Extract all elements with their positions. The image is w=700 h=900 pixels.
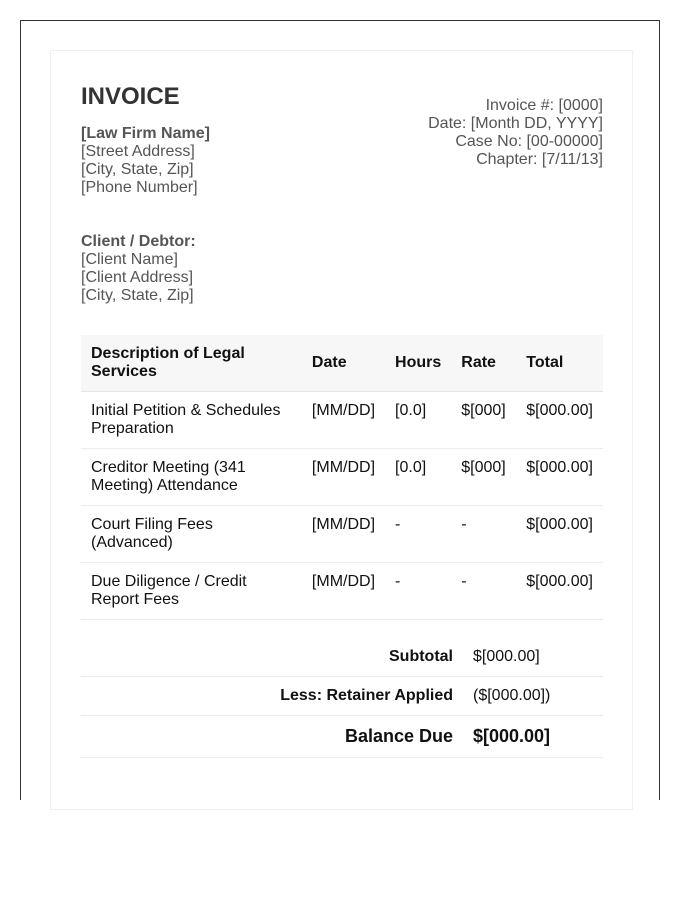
client-label: Client / Debtor: [81,233,196,250]
client-name: [Client Name] [81,251,178,268]
retainer-row [81,677,603,716]
table-row [81,506,603,563]
table-row [81,449,603,506]
cell-description: Court Filing Fees (Advanced) [81,506,302,563]
cell-date: [MM/DD] [302,506,385,563]
firm-street: [Street Address] [81,143,195,160]
cell-total: $[000.00] [516,506,603,563]
header-date: Date [302,335,385,392]
document-frame [20,20,660,800]
firm-info [81,125,210,197]
firm-name: [Law Firm Name] [81,125,210,142]
invoice-page [50,50,633,810]
table-row [81,563,603,620]
client-city: [City, State, Zip] [81,287,194,304]
cell-rate: $[000] [451,392,516,449]
invoice-date: Date: [Month DD, YYYY] [428,115,603,132]
cell-description: Initial Petition & Schedules Preparation [81,392,302,449]
chapter: Chapter: [7/11/13] [476,151,603,168]
cell-date: [MM/DD] [302,392,385,449]
cell-rate: $[000] [451,449,516,506]
invoice-title: INVOICE [81,83,180,110]
header-total: Total [516,335,603,392]
cell-total: $[000.00] [516,563,603,620]
table-row [81,392,603,449]
subtotal-row [81,638,603,677]
balance-value: $[000.00] [473,726,551,746]
invoice-meta [428,97,603,169]
client-info [81,233,196,305]
subtotal-label: Subtotal [389,648,453,665]
firm-phone: [Phone Number] [81,179,198,196]
cell-hours: [0.0] [385,449,451,506]
firm-city: [City, State, Zip] [81,161,194,178]
balance-row [81,716,603,758]
subtotal-value: $[000.00] [473,648,540,665]
retainer-label: Less: Retainer Applied [280,687,453,704]
cell-rate: - [451,563,516,620]
cell-total: $[000.00] [516,449,603,506]
balance-label: Balance Due [344,726,453,746]
header-hours: Hours [385,335,451,392]
client-address: [Client Address] [81,269,194,286]
cell-total: $[000.00] [516,392,603,449]
cell-date: [MM/DD] [302,563,385,620]
cell-description: Creditor Meeting (341 Meeting) Attendance [81,449,302,506]
retainer-value: ($[000.00]) [473,687,551,704]
cell-hours: [0.0] [385,392,451,449]
cell-hours: - [385,563,451,620]
totals-section [81,638,603,758]
case-number: Case No: [00-00000] [455,133,603,150]
invoice-number: Invoice #: [0000] [485,97,603,114]
services-table [81,335,603,620]
header-description: Description of Legal Services [81,335,302,392]
cell-rate: - [451,506,516,563]
header-rate: Rate [451,335,516,392]
cell-hours: - [385,506,451,563]
cell-description: Due Diligence / Credit Report Fees [81,563,302,620]
table-header-row [81,335,603,392]
cell-date: [MM/DD] [302,449,385,506]
